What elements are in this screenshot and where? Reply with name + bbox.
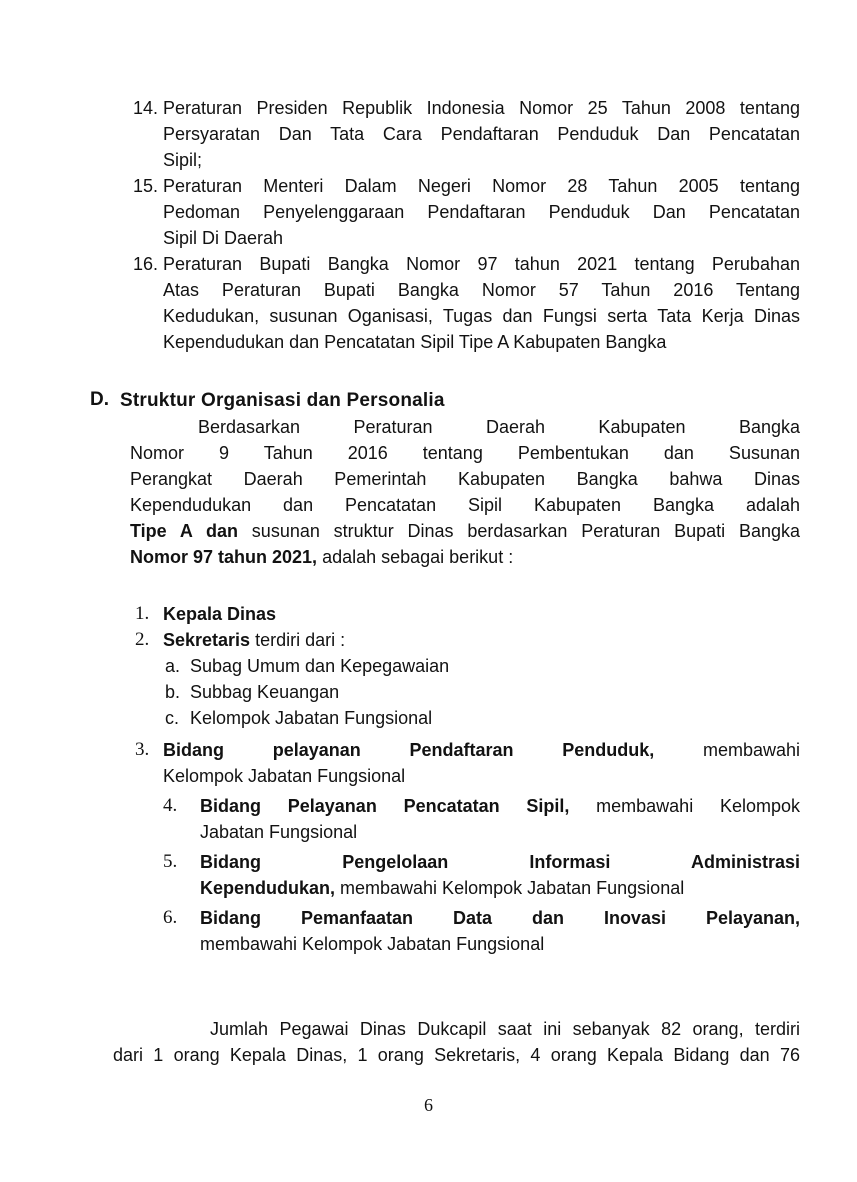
list-marker: 3. [135, 739, 150, 760]
text-line [130, 518, 800, 544]
text-line [200, 931, 800, 957]
section-d-heading [0, 387, 857, 414]
section-d-paragraph [0, 414, 857, 570]
text-segment: dari 1 orang Kepala Dinas, 1 orang Sekretaris, 4 orang Kepala Bidang dan 76 [113, 1045, 800, 1065]
text-segment: susunan struktur Dinas berdasarkan Peraturan Bupati Bangka [237, 521, 800, 541]
page-number: 6 [424, 1095, 433, 1115]
text-segment: Peraturan Menteri Dalam Negeri Nomor 28 Tahun 2005 tentang [163, 176, 800, 196]
text-line [163, 303, 800, 329]
text-segment: membawahi Kelompok [569, 796, 800, 816]
org-item-2b [0, 679, 857, 705]
text-line [163, 601, 800, 627]
org-item-2 [0, 627, 857, 653]
legal-item-14 [0, 95, 857, 173]
text-segment: Jabatan Fungsional [200, 822, 358, 842]
text-segment: Nomor 97 tahun 2021, [130, 547, 318, 567]
list-marker: 4. [163, 795, 178, 816]
text-line [163, 737, 800, 763]
text-segment: Kependudukan dan Pencatatan Sipil Kabupaten Bangka adalah [130, 495, 800, 515]
org-item-2c [0, 705, 857, 731]
list-marker: 5. [163, 851, 178, 872]
text-segment: Persyaratan Dan Tata Cara Pendaftaran Penduduk Dan Pencatatan [163, 124, 800, 144]
list-marker: 1. [135, 603, 150, 624]
text-line [120, 387, 800, 414]
text-segment: Bidang Pelayanan Pencatatan Sipil, [200, 796, 570, 816]
text-segment: Struktur Organisasi dan Personalia [120, 390, 445, 411]
text-segment: Peraturan Presiden Republik Indonesia Nomor 25 Tahun 2008 tentang [163, 98, 800, 118]
text-line [200, 905, 800, 931]
text-segment: terdiri dari : [250, 630, 346, 650]
text-segment: Perangkat Daerah Pemerintah Kabupaten Bangka bahwa Dinas [130, 469, 800, 489]
org-item-5 [0, 849, 857, 901]
text-line [210, 1016, 800, 1042]
text-segment: adalah sebagai berikut : [317, 547, 514, 567]
text-line [200, 819, 800, 845]
list-marker: b. [165, 682, 181, 702]
text-line [113, 1042, 800, 1068]
text-line [163, 763, 800, 789]
text-line [163, 147, 800, 173]
text-segment: Atas Peraturan Bupati Bangka Nomor 57 Tahun 2016 Tentang [163, 280, 800, 300]
list-marker: 2. [135, 629, 150, 650]
text-segment: membawahi [654, 740, 800, 760]
org-item-6 [0, 905, 857, 957]
text-segment: Sekretaris [163, 630, 251, 650]
text-line [163, 173, 800, 199]
text-line [130, 466, 800, 492]
text-line [163, 251, 800, 277]
text-segment: Bidang Pemanfaatan Data dan Inovasi Pelayanan, [200, 908, 800, 928]
text-segment: Subag Umum dan Kepegawaian [190, 656, 450, 676]
list-marker: 16. [133, 254, 159, 274]
text-segment: membawahi Kelompok Jabatan Fungsional [335, 878, 685, 898]
staff-paragraph [0, 1016, 857, 1068]
text-segment: membawahi Kelompok Jabatan Fungsional [200, 934, 545, 954]
text-line [163, 121, 800, 147]
text-line [163, 225, 800, 251]
list-marker: 6. [163, 907, 178, 928]
text-segment: Pedoman Penyelenggaraan Pendaftaran Penduduk Dan Pencatatan [163, 202, 800, 222]
text-segment: Kependudukan dan Pencatatan Sipil Tipe A Kabupaten Bangka [163, 332, 667, 352]
legal-item-16 [0, 251, 857, 355]
text-segment: Kedudukan, susunan Oganisasi, Tugas dan Fungsi serta Tata Kerja Dinas [163, 306, 800, 326]
text-segment: Jumlah Pegawai Dinas Dukcapil saat ini sebanyak 82 orang, terdiri [210, 1019, 800, 1039]
text-line [198, 414, 800, 440]
list-marker: 15. [133, 176, 159, 196]
text-line [190, 705, 800, 731]
text-segment: Kepala Dinas [163, 604, 277, 624]
org-item-3 [0, 737, 857, 789]
list-marker: c. [165, 708, 180, 728]
text-segment: Tipe A dan [130, 521, 238, 541]
org-item-2a [0, 653, 857, 679]
text-line [130, 440, 800, 466]
org-item-4 [0, 793, 857, 845]
text-segment: Bidang Pengelolaan Informasi Administrasi [200, 852, 800, 872]
text-segment: Sipil; [163, 150, 203, 170]
text-line [163, 627, 800, 653]
text-segment: Subbag Keuangan [190, 682, 340, 702]
text-line [200, 793, 800, 819]
text-line [163, 95, 800, 121]
list-marker: a. [165, 656, 181, 676]
text-line [163, 199, 800, 225]
text-segment: Sipil Di Daerah [163, 228, 284, 248]
list-marker: D. [90, 389, 109, 410]
text-segment: Kelompok Jabatan Fungsional [163, 766, 406, 786]
text-line [190, 653, 800, 679]
text-segment: Nomor 9 Tahun 2016 tentang Pembentukan dan Susunan [130, 443, 800, 463]
text-segment: Bidang pelayanan Pendaftaran Penduduk, [163, 740, 655, 760]
text-segment: Kelompok Jabatan Fungsional [190, 708, 433, 728]
text-segment: Berdasarkan Peraturan Daerah Kabupaten Bangka [198, 417, 800, 437]
text-line [163, 277, 800, 303]
legal-item-15 [0, 173, 857, 251]
text-line [190, 679, 800, 705]
text-line [163, 329, 800, 355]
text-line [130, 544, 800, 570]
text-line [130, 492, 800, 518]
text-segment: Peraturan Bupati Bangka Nomor 97 tahun 2021 tentang Perubahan [163, 254, 800, 274]
list-marker: 14. [133, 98, 159, 118]
org-item-1 [0, 601, 857, 627]
text-segment: Kependudukan, [200, 878, 336, 898]
text-line [200, 875, 800, 901]
text-line [200, 849, 800, 875]
